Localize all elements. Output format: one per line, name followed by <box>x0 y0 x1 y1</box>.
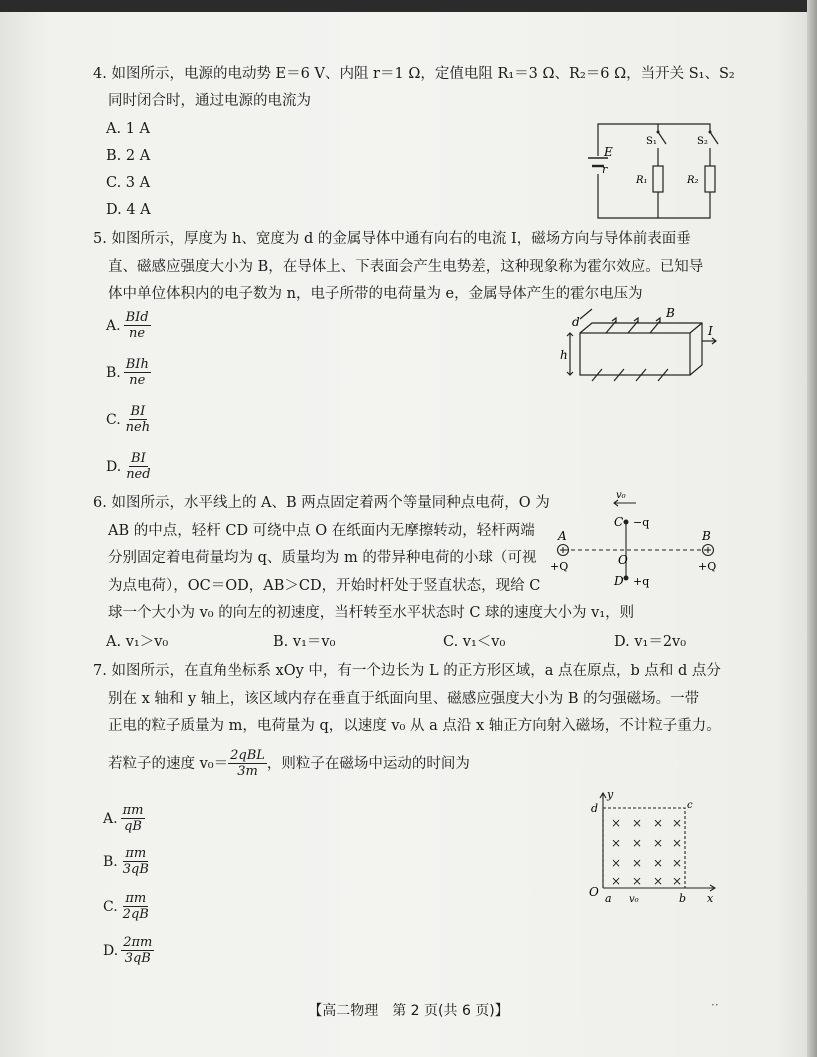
q7-line-3: 正电的粒子质量为 m，电荷量为 q，以速度 v₀ 从 a 点沿 x 轴正方向射入磁场，不计粒子重力。 <box>108 718 721 734</box>
q6-option-a: A. v₁＞v₀ <box>106 634 169 650</box>
q7-line-4-end: ，则粒子在磁场中运动的时间为 <box>266 755 470 772</box>
q6-label-plus-q-a: +Q <box>550 560 569 573</box>
q7-line-2: 别在 x 轴和 y 轴上，该区域内存在垂直于纸面向里、磁感应强度大小为 B 的匀强磁场。一带 <box>108 691 700 707</box>
q7-magnetic-field-diagram <box>585 788 725 910</box>
q6-label-plus-q: +q <box>633 575 650 588</box>
q7-option-d-numerator: 2πm <box>123 935 153 950</box>
q7-option-d-label: D. <box>103 942 119 959</box>
svg-text:×: × <box>671 874 683 888</box>
q6-line-5: 球一个大小为 v₀ 的向左的初速度，当杆转至水平状态时 C 球的速度大小为 v₁，则 <box>108 605 635 621</box>
q5-label-h: h <box>560 348 568 362</box>
q5-option-c-numerator: BI <box>130 404 146 419</box>
svg-text:×: × <box>671 836 683 850</box>
q7-line-1: 7. 如图所示，在直角坐标系 xOy 中，有一个边长为 L 的正方形区域，a 点在原点，b 点和 d 点分 <box>93 663 721 679</box>
q6-option-c: C. v₁＜v₀ <box>443 634 506 650</box>
svg-text:×: × <box>652 856 664 870</box>
q7-option-c-denominator: 2qB <box>122 907 149 922</box>
q4-label-r: r <box>602 163 608 176</box>
q7-line-4 <box>108 748 470 779</box>
svg-text:×: × <box>652 874 664 888</box>
svg-text:×: × <box>610 856 622 870</box>
q5-option-a <box>106 310 151 341</box>
footer-dots: ·· <box>711 998 719 1012</box>
q6-line-2: AB 的中点，轻杆 CD 可绕中点 O 在纸面内无摩擦转动，轻杆两端 <box>108 523 535 539</box>
q6-label-o: O <box>618 553 628 567</box>
q4-label-e: E <box>604 145 613 159</box>
q7-option-a <box>103 803 145 834</box>
q4-option-d: D. 4 A <box>106 202 151 218</box>
q7-option-b-numerator: πm <box>125 846 147 861</box>
q7-option-b <box>103 846 151 877</box>
q5-option-b-label: B. <box>106 364 121 381</box>
q7-velocity-numerator: 2qBL <box>230 748 265 763</box>
q5-option-b-numerator: BIh <box>125 357 149 372</box>
q5-option-a-label: A. <box>106 317 121 334</box>
q6-line-4: 为点电荷），OC＝OD，AB＞CD，开始时杆处于竖直状态，现给 C <box>108 578 541 594</box>
q7-label-y: y <box>607 788 614 801</box>
q4-label-r1: R₁ <box>636 175 648 186</box>
svg-text:×: × <box>652 836 664 850</box>
q5-label-d: d <box>572 315 580 329</box>
svg-text:×: × <box>631 874 643 888</box>
q6-line-3: 分别固定着电荷量均为 q、质量均为 m 的带异种电荷的小球（可视 <box>108 550 537 566</box>
q5-option-c-denominator: neh <box>125 420 151 435</box>
svg-text:×: × <box>671 856 683 870</box>
q6-label-plus-q-b: +Q <box>698 560 717 573</box>
q5-line-3: 体中单位体积内的电子数为 n，电子所带的电荷量为 e，金属导体产生的霍尔电压为 <box>108 286 643 302</box>
q7-option-a-denominator: qB <box>124 819 142 834</box>
q7-option-b-label: B. <box>103 853 118 870</box>
q5-label-b: B <box>666 306 675 320</box>
svg-text:×: × <box>631 856 643 870</box>
q5-option-d <box>106 451 153 482</box>
q5-line-2: 直、磁感应强度大小为 B，在导体上、下表面会产生电势差，这种现象称为霍尔效应。已知导 <box>108 259 704 275</box>
svg-text:×: × <box>671 816 683 830</box>
q7-option-b-denominator: 3qB <box>122 862 149 877</box>
q4-label-s2: S₂ <box>697 136 708 147</box>
svg-text:×: × <box>631 836 643 850</box>
q5-option-d-label: D. <box>106 458 122 475</box>
q4-option-a: A. 1 A <box>106 121 150 137</box>
q7-option-d <box>103 935 154 966</box>
q7-label-c: c <box>687 800 693 811</box>
q7-label-v0: v₀ <box>629 894 639 905</box>
q7-option-d-denominator: 3qB <box>124 951 151 966</box>
page-footer: 【高二物理 第 2 页(共 6 页)】 <box>308 1003 509 1019</box>
q7-option-a-label: A. <box>103 810 118 827</box>
svg-text:×: × <box>652 816 664 830</box>
q6-label-a: A <box>558 529 567 543</box>
scan-right-edge <box>807 0 817 1057</box>
q4-label-r2: R₂ <box>687 175 699 186</box>
q5-option-a-denominator: ne <box>129 326 146 341</box>
q6-label-c: C <box>614 515 624 529</box>
q7-label-o: O <box>589 885 599 899</box>
q4-line-2: 同时闭合时，通过电源的电流为 <box>108 93 311 109</box>
q6-label-b: B <box>702 529 711 543</box>
q6-charges-diagram <box>548 488 726 590</box>
q5-option-d-numerator: BI <box>131 451 146 466</box>
q4-label-s1: S₁ <box>646 136 657 147</box>
q7-label-d: d <box>591 802 599 815</box>
q7-label-x: x <box>707 892 714 905</box>
q5-line-1: 5. 如图所示，厚度为 h、宽度为 d 的金属导体中通有向右的电流 I，磁场方向与导体前表面垂 <box>93 231 691 247</box>
q6-label-v0: v₀ <box>616 490 626 501</box>
q5-option-c <box>106 404 152 435</box>
q5-option-a-numerator: BId <box>125 310 149 325</box>
q4-circuit-diagram <box>580 118 730 223</box>
q7-label-b: b <box>679 892 687 905</box>
q7-label-a: a <box>605 892 612 905</box>
q7-velocity-denominator: 3m <box>237 764 258 779</box>
q7-option-a-numerator: πm <box>122 803 144 818</box>
q6-line-1: 6. 如图所示，水平线上的 A、B 两点固定着两个等量同种点电荷，O 为 <box>93 495 550 511</box>
svg-text:×: × <box>631 816 643 830</box>
q6-option-d: D. v₁＝2v₀ <box>614 634 687 650</box>
svg-text:×: × <box>610 816 622 830</box>
svg-text:×: × <box>610 874 622 888</box>
scan-top-edge <box>0 0 817 12</box>
q4-option-c: C. 3 A <box>106 175 151 191</box>
q6-option-b: B. v₁＝v₀ <box>273 634 336 650</box>
q7-option-c-label: C. <box>103 898 118 915</box>
svg-text:×: × <box>610 836 622 850</box>
q5-hall-effect-diagram <box>558 305 723 385</box>
q7-option-c-numerator: πm <box>125 891 147 906</box>
q7-line-4-start: 若粒子的速度 v₀＝ <box>108 755 229 772</box>
q5-option-b <box>106 357 151 388</box>
q5-option-b-denominator: ne <box>129 373 146 388</box>
q4-line-1: 4. 如图所示，电源的电动势 E＝6 V、内阻 r＝1 Ω，定值电阻 R₁＝3 Ω、R₂＝6 Ω，当开关 S₁、S₂ <box>93 66 735 82</box>
q7-option-c <box>103 891 151 922</box>
q5-label-i: I <box>708 324 713 338</box>
q6-label-minus-q: −q <box>633 516 650 529</box>
q6-label-d: D <box>614 574 624 588</box>
q4-option-b: B. 2 A <box>106 148 151 164</box>
q5-option-d-denominator: ned <box>126 467 151 482</box>
q5-option-c-label: C. <box>106 411 121 428</box>
